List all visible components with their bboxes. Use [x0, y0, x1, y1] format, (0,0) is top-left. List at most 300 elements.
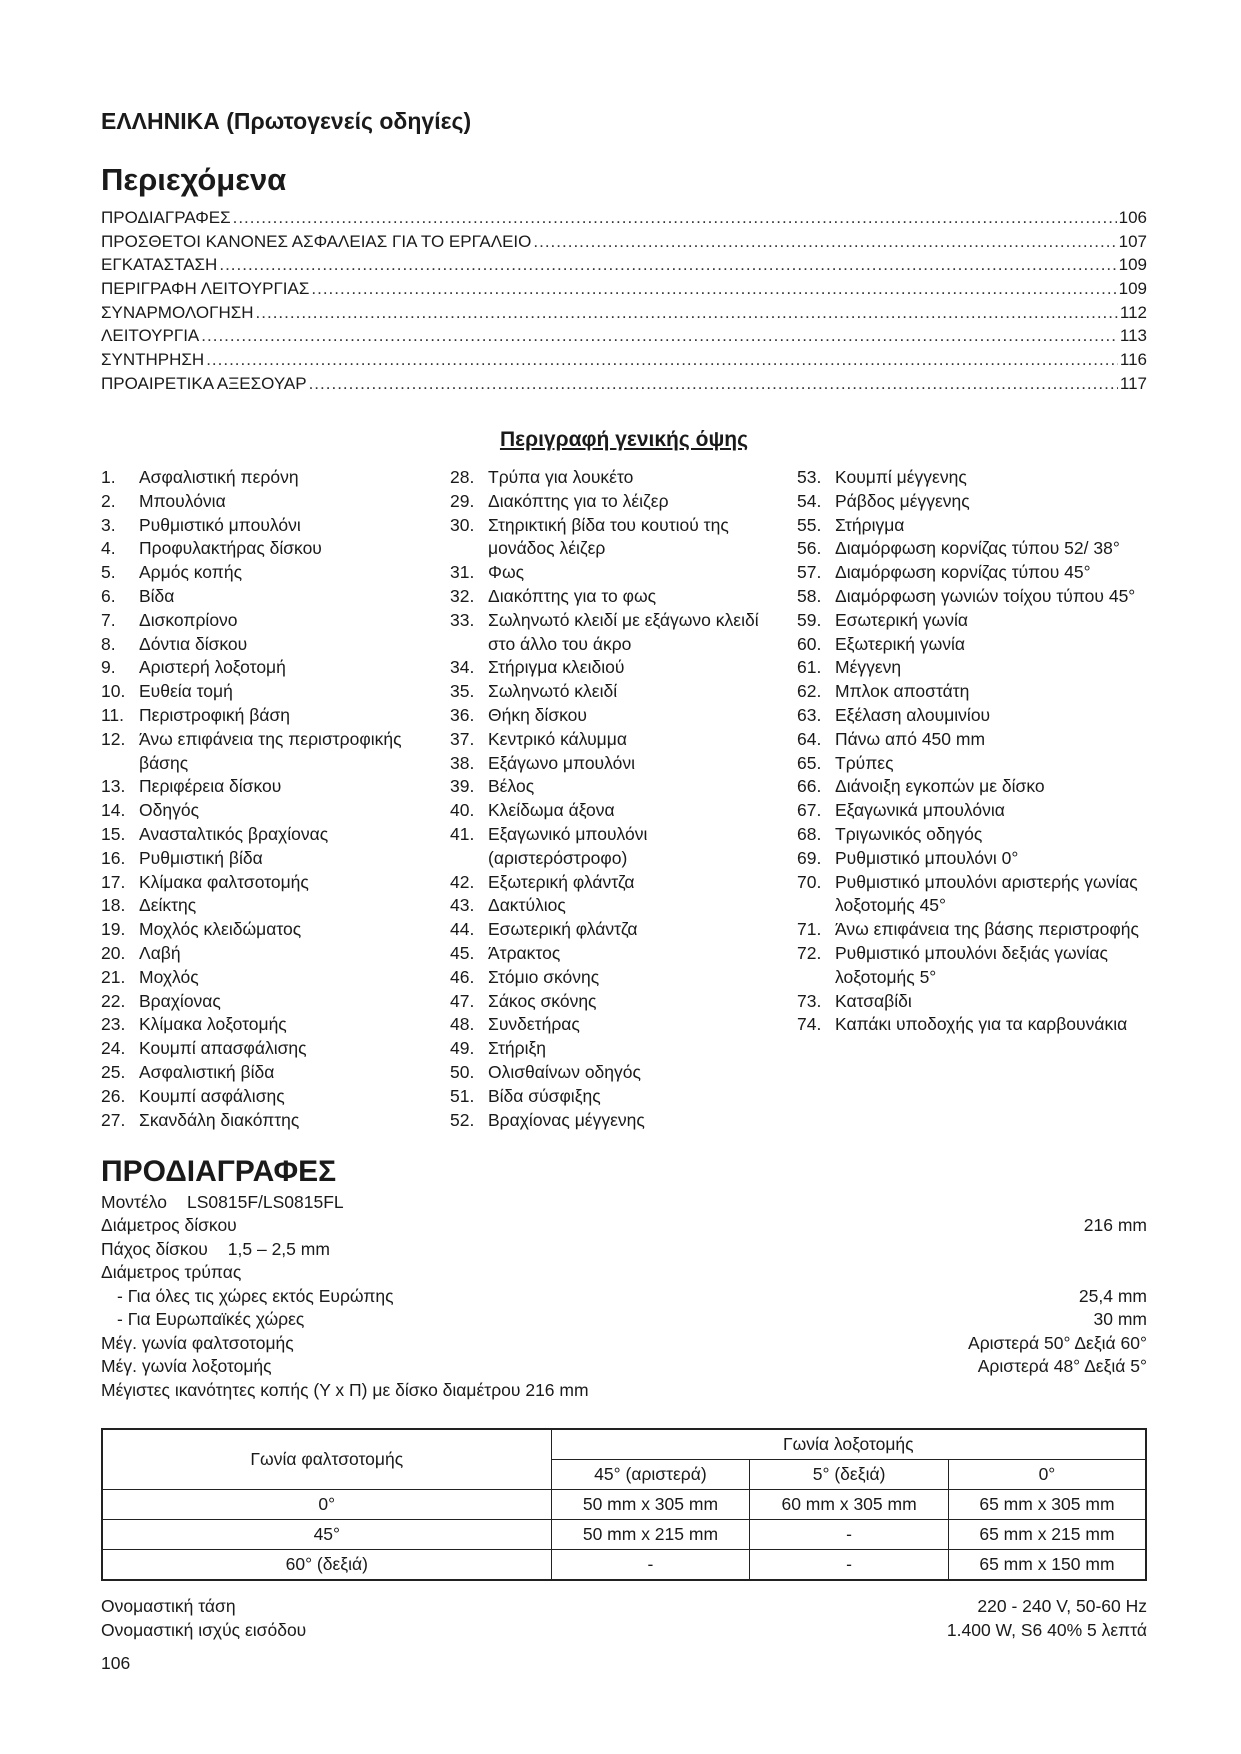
- item-text: Προφυλακτήρας δίσκου: [139, 538, 322, 559]
- table-cell: 60° (δεξιά): [102, 1550, 551, 1581]
- bevel-col-header: 45° (αριστερά): [551, 1460, 750, 1490]
- table-row: [102, 1490, 1146, 1520]
- item-text: Κλίμακα λοξοτομής: [139, 1014, 287, 1035]
- item-text: Εσωτερική γωνία: [835, 609, 968, 630]
- overview-item: [797, 1013, 1142, 1037]
- overview-item: [101, 537, 441, 561]
- item-number: 7.: [101, 609, 116, 630]
- table-cell: -: [750, 1520, 949, 1550]
- item-text: Βραχίονας: [139, 990, 221, 1011]
- item-number: 45.: [450, 942, 475, 963]
- item-number: 25.: [101, 1061, 126, 1082]
- overview-item: [450, 775, 790, 799]
- item-text: Βίδα σύσφιξης: [488, 1085, 601, 1106]
- item-text: Πάνω από 450 mm: [835, 728, 986, 749]
- power-label: Ονομαστική ισχύς εισόδου: [101, 1620, 307, 1640]
- language-heading: ΕΛΛΗΝΙΚΑ (Πρωτογενείς οδηγίες): [101, 108, 472, 134]
- item-number: 46.: [450, 966, 475, 987]
- item-number: 32.: [450, 585, 475, 606]
- overview-item: [797, 847, 1142, 871]
- item-number: 5.: [101, 562, 116, 583]
- overview-item: [101, 561, 441, 585]
- toc-leader: [309, 374, 1118, 394]
- item-text: Διαμόρφωση γωνιών τοίχου τύπου 45°: [835, 585, 1136, 606]
- item-number: 37.: [450, 728, 475, 749]
- item-number: 50.: [450, 1061, 475, 1082]
- overview-item: [101, 704, 441, 728]
- item-number: 12.: [101, 728, 126, 749]
- item-text: Κατσαβίδι: [835, 990, 912, 1011]
- item-text: Διακόπτης για το φως: [488, 585, 657, 606]
- toc-page: 112: [1119, 302, 1147, 322]
- toc-entry[interactable]: [101, 232, 1147, 256]
- item-text: Δείκτης: [139, 895, 197, 916]
- item-number: 38.: [450, 752, 475, 773]
- item-text: Κουμπί απασφάλισης: [139, 1038, 307, 1059]
- item-text: Ρυθμιστικό μπουλόνι αριστερής γωνίας λοξοτομής 45°: [835, 871, 1138, 916]
- toc-page: 107: [1118, 231, 1147, 251]
- item-text: Περιφέρεια δίσκου: [139, 776, 282, 797]
- item-number: 65.: [797, 752, 822, 773]
- item-text: Ρυθμιστική βίδα: [139, 847, 263, 868]
- item-text: Άνω επιφάνεια της περιστροφικής βάσης: [139, 728, 402, 773]
- toc-entry[interactable]: [101, 350, 1147, 374]
- overview-item: [101, 1037, 441, 1061]
- item-number: 43.: [450, 895, 475, 916]
- item-text: Εξωτερική φλάντζα: [488, 871, 635, 892]
- overview-item: [450, 680, 790, 704]
- table-cell: 50 mm x 305 mm: [551, 1490, 750, 1520]
- blade-thickness-value: 1,5 – 2,5 mm: [227, 1239, 330, 1259]
- overview-item: [101, 585, 441, 609]
- overview-item: [101, 466, 441, 490]
- item-text: Μπουλόνια: [139, 490, 226, 511]
- overview-item: [101, 966, 441, 990]
- item-number: 28.: [450, 467, 475, 487]
- overview-item: [450, 466, 790, 490]
- toc-page: 117: [1119, 373, 1147, 393]
- toc-entry[interactable]: [101, 255, 1147, 279]
- overview-item: [101, 1061, 441, 1085]
- item-number: 20.: [101, 942, 126, 963]
- specs-title: ΠΡΟΔΙΑΓΡΑΦΕΣ: [101, 1155, 337, 1188]
- item-number: 44.: [450, 919, 475, 940]
- overview-item: [101, 1085, 441, 1109]
- overview-item: [101, 942, 441, 966]
- overview-item: [101, 1109, 441, 1133]
- item-number: 69.: [797, 847, 822, 868]
- max-bevel-label: Μέγ. γωνία λοξοτομής: [101, 1356, 272, 1376]
- overview-item: [450, 1013, 790, 1037]
- spec-blade-diameter: [101, 1215, 1147, 1236]
- item-text: Ασφαλιστική περόνη: [139, 467, 299, 487]
- overview-item: [797, 609, 1142, 633]
- blade-thickness-label: Πάχος δίσκου: [101, 1239, 208, 1259]
- item-number: 36.: [450, 704, 475, 725]
- toc-label: ΕΓΚΑΤΑΣΤΑΣΗ: [101, 255, 218, 275]
- table-cell: 65 mm x 150 mm: [948, 1550, 1146, 1581]
- overview-item: [101, 514, 441, 538]
- item-text: Συνδετήρας: [488, 1014, 580, 1035]
- item-text: Ρυθμιστικό μπουλόνι 0°: [835, 847, 1019, 868]
- item-text: Μοχλός κλειδώματος: [139, 919, 302, 940]
- item-text: Βραχίονας μέγγενης: [488, 1109, 645, 1130]
- item-text: Ασφαλιστική βίδα: [139, 1061, 275, 1082]
- overview-item: [797, 942, 1142, 990]
- item-number: 27.: [101, 1109, 126, 1130]
- item-number: 18.: [101, 895, 126, 916]
- item-text: Φως: [488, 562, 525, 583]
- page-number: 106: [101, 1653, 131, 1673]
- overview-item: [450, 1085, 790, 1109]
- overview-item: [797, 799, 1142, 823]
- item-number: 24.: [101, 1038, 126, 1059]
- voltage-value: 220 - 240 V, 50-60 Hz: [977, 1596, 1147, 1616]
- overview-item: [797, 466, 1142, 490]
- table-cell: -: [551, 1550, 750, 1581]
- item-text: Σωληνωτό κλειδί: [488, 681, 618, 702]
- table-row: [102, 1550, 1146, 1581]
- toc-leader: [219, 255, 1116, 275]
- item-text: Διαμόρφωση κορνίζας τύπου 52/ 38°: [835, 538, 1120, 559]
- item-text: Διακόπτης για το λέιζερ: [488, 490, 669, 511]
- overview-item: [101, 775, 441, 799]
- overview-item: [450, 966, 790, 990]
- hole-diameter-label: Διάμετρος τρύπας: [101, 1262, 242, 1282]
- item-text: Κουμπί μέγγενης: [835, 467, 967, 487]
- overview-item: [450, 490, 790, 514]
- overview-item: [450, 1037, 790, 1061]
- item-number: 13.: [101, 776, 126, 797]
- overview-item: [101, 609, 441, 633]
- item-number: 23.: [101, 1014, 126, 1035]
- hole-europe-label: - Για Ευρωπαϊκές χώρες: [117, 1309, 305, 1329]
- item-text: Διάνοιξη εγκοπών με δίσκο: [835, 776, 1045, 797]
- item-text: Τριγωνικός οδηγός: [835, 823, 983, 844]
- item-text: Δισκοπρίονο: [139, 609, 238, 630]
- item-text: Κουμπί ασφάλισης: [139, 1085, 285, 1106]
- item-number: 10.: [101, 681, 126, 702]
- overview-item: [450, 561, 790, 585]
- item-number: 42.: [450, 871, 475, 892]
- toc-leader: [256, 303, 1118, 323]
- item-text: Μοχλός: [139, 966, 199, 987]
- toc-label: ΣΥΝΑΡΜΟΛΟΓΗΣΗ: [101, 302, 254, 322]
- spec-voltage: [101, 1596, 1147, 1617]
- item-number: 11.: [101, 704, 125, 725]
- miter-header: Γωνία φαλτσοτομής: [102, 1429, 551, 1490]
- bevel-col-header: 0°: [948, 1460, 1146, 1490]
- spec-blade-thickness: [101, 1239, 1147, 1260]
- toc-page: 109: [1118, 255, 1147, 275]
- hole-non-europe-value: 25,4 mm: [1078, 1286, 1147, 1306]
- item-number: 53.: [797, 467, 822, 487]
- item-text: Ολισθαίνων οδηγός: [488, 1061, 641, 1082]
- item-text: Εξαγωνικά μπουλόνια: [835, 800, 1005, 821]
- item-text: Ράβδος μέγγενης: [835, 490, 970, 511]
- table-cell: 45°: [102, 1520, 551, 1550]
- item-text: Αριστερή λοξοτομή: [139, 657, 286, 678]
- item-text: Στηρικτική βίδα του κουτιού της μονάδος λέιζερ: [488, 514, 729, 559]
- overview-item: [450, 609, 790, 657]
- toc-leader: [533, 232, 1116, 252]
- overview-item: [101, 894, 441, 918]
- spec-model: [101, 1192, 1147, 1213]
- overview-item: [450, 1109, 790, 1133]
- overview-item: [797, 752, 1142, 776]
- overview-item: [797, 728, 1142, 752]
- overview-item: [797, 918, 1142, 942]
- item-number: 55.: [797, 514, 822, 535]
- overview-item: [101, 728, 441, 776]
- item-number: 71.: [797, 919, 822, 940]
- table-cell: -: [750, 1550, 949, 1581]
- item-number: 63.: [797, 704, 822, 725]
- item-number: 35.: [450, 681, 475, 702]
- item-number: 59.: [797, 609, 822, 630]
- item-text: Θήκη δίσκου: [488, 704, 587, 725]
- overview-item: [450, 823, 790, 871]
- item-text: Τρύπα για λουκέτο: [488, 467, 634, 487]
- item-text: Εσωτερική φλάντζα: [488, 919, 638, 940]
- item-text: Καπάκι υποδοχής για τα καρβουνάκια: [835, 1014, 1128, 1035]
- overview-item: [797, 514, 1142, 538]
- item-text: Ρυθμιστικό μπουλόνι: [139, 514, 301, 535]
- item-number: 61.: [797, 657, 822, 678]
- toc-label: ΛΕΙΤΟΥΡΓΙΑ: [101, 326, 200, 346]
- blade-diameter-label: Διάμετρος δίσκου: [101, 1215, 237, 1235]
- item-text: Σκανδάλη διακόπτης: [139, 1109, 300, 1130]
- overview-item: [450, 1061, 790, 1085]
- overview-item: [101, 490, 441, 514]
- table-cell: 65 mm x 305 mm: [948, 1490, 1146, 1520]
- item-number: 33.: [450, 609, 475, 630]
- spec-max-bevel: [101, 1356, 1147, 1377]
- item-number: 49.: [450, 1038, 475, 1059]
- toc-leader: [311, 279, 1116, 299]
- overview-item: [797, 633, 1142, 657]
- item-text: Διαμόρφωση κορνίζας τύπου 45°: [835, 562, 1091, 583]
- toc-entry[interactable]: [101, 303, 1147, 327]
- item-text: Άτρακτος: [488, 942, 561, 963]
- item-text: Σωληνωτό κλειδί με εξάγωνο κλειδί στο άλλο του άκρο: [488, 609, 759, 654]
- item-number: 16.: [101, 847, 126, 868]
- item-text: Κλείδωμα άξονα: [488, 800, 615, 821]
- toc-leader: [206, 350, 1118, 370]
- overview-item: [450, 894, 790, 918]
- item-number: 31.: [450, 562, 475, 583]
- toc-label: ΣΥΝΤΗΡΗΣΗ: [101, 350, 205, 370]
- overview-item: [450, 704, 790, 728]
- item-text: Κεντρικό κάλυμμα: [488, 728, 627, 749]
- bevel-header: Γωνία λοξοτομής: [551, 1429, 1146, 1460]
- spec-hole-diameter: [101, 1262, 1147, 1283]
- overview-item: [450, 514, 790, 562]
- table-row: [102, 1520, 1146, 1550]
- item-number: 9.: [101, 657, 116, 678]
- item-text: Τρύπες: [835, 752, 894, 773]
- item-number: 62.: [797, 681, 822, 702]
- overview-item: [101, 1013, 441, 1037]
- overview-item: [101, 847, 441, 871]
- item-text: Δακτύλιος: [488, 895, 566, 916]
- overview-column-2: [450, 466, 790, 1132]
- overview-item: [797, 585, 1142, 609]
- item-text: Βέλος: [488, 776, 535, 797]
- cutting-capacity-table: [101, 1428, 1147, 1581]
- table-cell: 65 mm x 215 mm: [948, 1520, 1146, 1550]
- model-label: Μοντέλο: [101, 1192, 167, 1212]
- overview-item: [101, 823, 441, 847]
- table-cell: 50 mm x 215 mm: [551, 1520, 750, 1550]
- item-text: Εξέλαση αλουμινίου: [835, 704, 991, 725]
- item-number: 19.: [101, 919, 126, 940]
- table-cell: 60 mm x 305 mm: [750, 1490, 949, 1520]
- overview-item: [101, 799, 441, 823]
- table-of-contents: [101, 208, 1147, 398]
- overview-item: [450, 728, 790, 752]
- overview-item: [101, 656, 441, 680]
- overview-item: [797, 990, 1142, 1014]
- item-text: Ανασταλτικός βραχίονας: [139, 823, 329, 844]
- overview-item: [797, 823, 1142, 847]
- max-miter-value: Αριστερά 50° Δεξιά 60°: [968, 1333, 1147, 1353]
- toc-leader: [201, 326, 1118, 346]
- blade-diameter-value: 216 mm: [1083, 1215, 1147, 1235]
- overview-item: [450, 656, 790, 680]
- item-text: Μέγγενη: [835, 657, 902, 678]
- item-number: 39.: [450, 776, 475, 797]
- item-number: 52.: [450, 1109, 475, 1130]
- overview-column-3: [797, 466, 1142, 1037]
- item-number: 2.: [101, 490, 116, 511]
- hole-non-europe-label: - Για όλες τις χώρες εκτός Ευρώπης: [117, 1286, 394, 1306]
- item-number: 22.: [101, 990, 126, 1011]
- item-number: 47.: [450, 990, 475, 1011]
- item-number: 29.: [450, 490, 475, 511]
- item-text: Άνω επιφάνεια της βάσης περιστροφής: [835, 919, 1139, 940]
- item-number: 41.: [450, 823, 475, 844]
- overview-item: [101, 918, 441, 942]
- item-number: 74.: [797, 1014, 822, 1035]
- item-text: Σάκος σκόνης: [488, 990, 597, 1011]
- overview-item: [450, 752, 790, 776]
- item-text: Μπλοκ αποστάτη: [835, 681, 970, 702]
- overview-item: [450, 990, 790, 1014]
- item-number: 51.: [450, 1085, 475, 1106]
- overview-item: [450, 918, 790, 942]
- overview-item: [101, 871, 441, 895]
- item-text: Δόντια δίσκου: [139, 633, 248, 654]
- item-text: Στόμιο σκόνης: [488, 966, 600, 987]
- overview-item: [797, 490, 1142, 514]
- item-text: Εξάγωνο μπουλόνι: [488, 752, 635, 773]
- item-text: Λαβή: [139, 942, 181, 963]
- item-number: 70.: [797, 871, 822, 892]
- item-text: Ευθεία τομή: [139, 681, 233, 702]
- table-header-row: [102, 1429, 1146, 1460]
- item-number: 15.: [101, 823, 126, 844]
- item-number: 64.: [797, 728, 822, 749]
- toc-entry[interactable]: [101, 326, 1147, 350]
- toc-leader: [233, 208, 1117, 228]
- overview-item: [101, 680, 441, 704]
- item-number: 68.: [797, 823, 822, 844]
- item-text: Περιστροφική βάση: [139, 704, 290, 725]
- toc-page: 109: [1118, 279, 1147, 299]
- toc-label: ΠΡΟΑΙΡΕΤΙΚΑ ΑΞΕΣΟΥΑΡ: [101, 373, 307, 393]
- overview-item: [797, 656, 1142, 680]
- overview-item: [797, 537, 1142, 561]
- overview-item: [450, 871, 790, 895]
- spec-power: [101, 1620, 1147, 1641]
- item-text: Αρμός κοπής: [139, 562, 243, 583]
- item-number: 3.: [101, 514, 116, 535]
- item-number: 40.: [450, 800, 475, 821]
- spec-capacity: [101, 1380, 1147, 1401]
- item-text: Στήριξη: [488, 1038, 547, 1059]
- item-number: 6.: [101, 585, 116, 606]
- item-number: 67.: [797, 800, 822, 821]
- overview-item: [797, 775, 1142, 799]
- toc-page: 116: [1119, 350, 1147, 370]
- toc-entry[interactable]: [101, 279, 1147, 303]
- overview-item: [450, 799, 790, 823]
- spec-hole-non-europe: [101, 1286, 1147, 1307]
- table-cell: 0°: [102, 1490, 551, 1520]
- item-text: Κλίμακα φαλτσοτομής: [139, 871, 309, 892]
- toc-page: 106: [1118, 208, 1147, 227]
- overview-item: [101, 990, 441, 1014]
- overview-item: [450, 942, 790, 966]
- item-number: 58.: [797, 585, 822, 606]
- toc-label: ΠΕΡΙΓΡΑΦΗ ΛΕΙΤΟΥΡΓΙΑΣ: [101, 279, 310, 299]
- overview-item: [797, 561, 1142, 585]
- overview-title-text: Περιγραφή γενικής όψης: [499, 428, 749, 451]
- overview-item: [797, 871, 1142, 919]
- item-text: Ρυθμιστικό μπουλόνι δεξιάς γωνίας λοξοτομής 5°: [835, 942, 1108, 987]
- voltage-label: Ονομαστική τάση: [101, 1596, 236, 1616]
- item-number: 56.: [797, 538, 822, 559]
- item-text: Στήριγμα κλειδιού: [488, 657, 625, 678]
- toc-page: 113: [1119, 326, 1147, 346]
- item-number: 1.: [101, 467, 116, 487]
- item-number: 34.: [450, 657, 475, 678]
- spec-max-miter: [101, 1333, 1147, 1354]
- item-number: 8.: [101, 633, 116, 654]
- max-miter-label: Μέγ. γωνία φαλτσοτομής: [101, 1333, 294, 1353]
- bevel-col-header: 5° (δεξιά): [750, 1460, 949, 1490]
- toc-entry[interactable]: [101, 208, 1147, 232]
- overview-column-1: [101, 466, 441, 1132]
- toc-entry[interactable]: [101, 374, 1147, 398]
- item-number: 57.: [797, 562, 822, 583]
- item-number: 73.: [797, 990, 822, 1011]
- item-number: 54.: [797, 490, 822, 511]
- item-number: 60.: [797, 633, 822, 654]
- spec-label: [101, 1192, 344, 1213]
- item-number: 72.: [797, 942, 822, 963]
- model-value: LS0815F/LS0815FL: [187, 1192, 344, 1212]
- overview-item: [101, 633, 441, 657]
- spec-hole-europe: [101, 1309, 1147, 1330]
- max-bevel-value: Αριστερά 48° Δεξιά 5°: [977, 1356, 1147, 1376]
- item-number: 48.: [450, 1014, 475, 1035]
- item-number: 21.: [101, 966, 126, 987]
- item-text: Οδηγός: [139, 800, 200, 821]
- capacity-label: Μέγιστες ικανότητες κοπής (Υ x Π) με δίσκο διαμέτρου 216 mm: [101, 1380, 589, 1400]
- toc-label: ΠΡΟΣΘΕΤΟΙ ΚΑΝΟΝΕΣ ΑΣΦΑΛΕΙΑΣ ΓΙΑ ΤΟ ΕΡΓΑΛΕΙΟ: [101, 231, 532, 251]
